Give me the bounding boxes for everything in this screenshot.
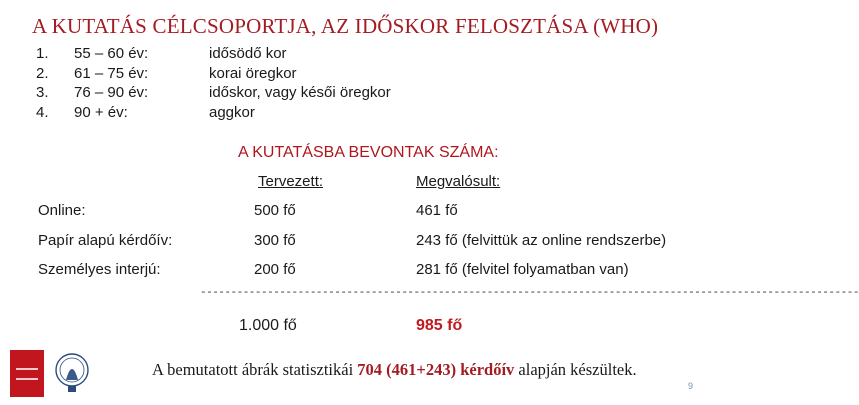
row-realized-value: 281 fő (felvitel folyamatban van) — [416, 261, 629, 278]
list-item-age-range: 76 – 90 év: — [74, 84, 149, 101]
slide-title: A KUTATÁS CÉLCSOPORTJA, AZ IDŐSKOR FELOSZTÁSA (WHO) — [32, 14, 659, 38]
footnote-breakdown: (461+243) — [386, 360, 457, 379]
list-item-age-range: 55 – 60 év: — [74, 45, 149, 62]
dashed-divider: ------------------------------------------------------------------------------------------------------------ — [200, 287, 859, 299]
list-item-number: 1. — [36, 45, 49, 62]
footnote — [152, 360, 637, 380]
row-label: Személyes interjú: — [38, 261, 161, 278]
row-planned-value: 300 fő — [254, 232, 296, 249]
footnote-text-end: alapján készültek. — [514, 360, 637, 379]
list-item-label: időskor, vagy késői öregkor — [209, 84, 391, 101]
university-logo-icon — [10, 350, 44, 397]
total-planned-value: 1.000 fő — [239, 317, 297, 334]
planned-column-header: Tervezett: — [258, 173, 324, 190]
page-number: 9 — [687, 381, 693, 391]
total-realized-value: 985 fő — [416, 317, 463, 334]
list-item — [36, 44, 391, 64]
row-label: Online: — [38, 202, 86, 219]
row-label: Papír alapú kérdőív: — [38, 232, 173, 249]
list-item-label: idősödő kor — [209, 45, 287, 62]
list-item-number: 3. — [36, 84, 49, 101]
row-planned-value: 500 fő — [254, 202, 296, 219]
participants-heading: A KUTATÁSBA BEVONTAK SZÁMA: — [238, 144, 499, 161]
list-item — [36, 103, 391, 123]
realized-column-header: Megvalósult: — [416, 173, 501, 190]
list-item-age-range: 61 – 75 év: — [74, 64, 149, 82]
footnote-keyword: kérdőív — [460, 360, 515, 379]
row-planned-value: 200 fő — [254, 261, 296, 278]
list-item-label: korai öregkor — [209, 64, 297, 82]
list-item — [36, 83, 391, 103]
list-item-age-range: 90 + év: — [74, 103, 128, 121]
seal-logo-icon — [54, 350, 90, 395]
list-item-number: 2. — [36, 64, 49, 82]
row-realized-value: 461 fő — [416, 202, 458, 219]
footnote-text-start: A bemutatott ábrák statisztikái — [152, 360, 358, 379]
list-item — [36, 64, 391, 84]
list-item-number: 4. — [36, 103, 49, 121]
footnote-count: 704 — [357, 360, 383, 379]
list-item-label: aggkor — [209, 103, 255, 121]
row-realized-value: 243 fő (felvittük az online rendszerbe) — [416, 232, 667, 249]
who-age-groups-list — [36, 44, 391, 122]
